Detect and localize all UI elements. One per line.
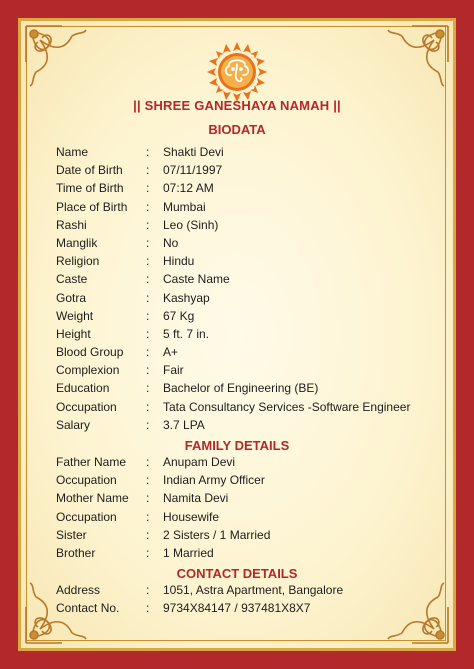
detail-label: Salary	[56, 417, 91, 432]
detail-row	[56, 309, 456, 327]
detail-row	[56, 510, 456, 528]
detail-value: Housewife	[163, 509, 220, 524]
detail-row	[56, 145, 456, 163]
detail-value: 07:12 AM	[163, 181, 214, 196]
detail-value: Indian Army Officer	[163, 473, 265, 488]
detail-separator: :	[146, 326, 150, 341]
detail-value: Anupam Devi	[163, 455, 236, 469]
detail-separator: :	[146, 381, 150, 396]
detail-separator: :	[146, 308, 150, 323]
detail-label: Weight	[56, 308, 94, 323]
detail-value: No	[163, 235, 179, 250]
detail-row	[56, 327, 456, 345]
detail-separator: :	[146, 163, 150, 178]
detail-separator: :	[146, 254, 150, 269]
detail-value: Bachelor of Engineering (BE)	[163, 381, 319, 396]
detail-row	[56, 601, 456, 619]
detail-value: Tata Consultancy Services -Software Engineer	[163, 399, 411, 414]
detail-separator: :	[146, 235, 150, 250]
detail-row	[56, 363, 456, 381]
detail-value: Fair	[163, 363, 184, 378]
detail-separator: :	[146, 217, 150, 232]
detail-row	[56, 455, 456, 473]
detail-value: 1051, Astra Apartment, Bangalore	[163, 583, 344, 597]
detail-label: Religion	[56, 254, 100, 269]
contact-details	[56, 583, 456, 619]
section-heading-biodata: BIODATA	[208, 122, 266, 137]
detail-value: Caste Name	[163, 272, 230, 287]
detail-row	[56, 254, 456, 272]
detail-separator: :	[146, 181, 150, 196]
ganesha-emblem-icon	[207, 42, 267, 102]
detail-row	[56, 583, 456, 601]
detail-label: Occupation	[56, 509, 117, 524]
detail-label: Address	[56, 583, 101, 597]
detail-row	[56, 345, 456, 363]
detail-separator: :	[146, 509, 150, 524]
detail-value: 9734X84147 / 937481X8X7	[163, 601, 311, 616]
detail-label: Mother Name	[56, 491, 129, 506]
detail-label: Occupation	[56, 473, 117, 488]
detail-separator: :	[146, 345, 150, 360]
detail-row	[56, 272, 456, 290]
detail-row	[56, 473, 456, 491]
detail-label: Time of Birth	[56, 181, 124, 196]
detail-separator: :	[146, 399, 150, 414]
detail-row	[56, 200, 456, 218]
section-heading-contact: CONTACT DETAILS	[176, 566, 298, 581]
detail-value: Mumbai	[163, 199, 206, 214]
detail-label: Rashi	[56, 217, 87, 232]
detail-separator: :	[146, 363, 150, 378]
detail-label: Caste	[56, 272, 88, 287]
detail-value: Kashyap	[163, 290, 210, 305]
detail-value: Namita Devi	[163, 491, 229, 506]
detail-value: A+	[163, 345, 179, 360]
detail-value: 07/11/1997	[163, 163, 223, 178]
detail-row	[56, 400, 456, 418]
detail-label: Height	[56, 326, 91, 341]
detail-label: Father Name	[56, 455, 127, 469]
detail-label: Complexion	[56, 363, 120, 378]
detail-separator: :	[146, 583, 150, 597]
detail-row	[56, 381, 456, 399]
detail-value: Shakti Devi	[163, 145, 224, 159]
detail-row	[56, 418, 456, 436]
detail-label: Date of Birth	[56, 163, 123, 178]
detail-row	[56, 218, 456, 236]
detail-value: 1 Married	[163, 545, 214, 560]
detail-row	[56, 528, 456, 546]
detail-separator: :	[146, 455, 150, 469]
floral-corner-icon	[22, 22, 92, 92]
detail-separator: :	[146, 473, 150, 488]
detail-separator: :	[146, 545, 150, 560]
detail-value: 5 ft. 7 in.	[163, 326, 210, 341]
invocation-title: || SHREE GANESHAYA NAMAH ||	[133, 98, 341, 113]
detail-label: Brother	[56, 545, 96, 560]
detail-value: 67 Kg	[163, 308, 195, 323]
detail-label: Name	[56, 145, 89, 159]
detail-value: 2 Sisters / 1 Married	[163, 527, 271, 542]
detail-value: 3.7 LPA	[163, 417, 205, 432]
detail-separator: :	[146, 290, 150, 305]
detail-row	[56, 546, 456, 564]
detail-separator: :	[146, 199, 150, 214]
detail-label: Occupation	[56, 399, 117, 414]
detail-row	[56, 491, 456, 509]
detail-separator: :	[146, 272, 150, 287]
detail-label: Gotra	[56, 290, 87, 305]
detail-label: Education	[56, 381, 110, 396]
detail-value: Hindu	[163, 254, 195, 269]
detail-value: Leo (Sinh)	[163, 217, 219, 232]
detail-separator: :	[146, 601, 150, 616]
detail-label: Place of Birth	[56, 199, 128, 214]
section-heading-family: FAMILY DETAILS	[184, 438, 290, 453]
detail-label: Sister	[56, 527, 87, 542]
detail-row	[56, 236, 456, 254]
detail-label: Manglik	[56, 235, 98, 250]
detail-row	[56, 291, 456, 309]
family-details	[56, 455, 456, 564]
detail-separator: :	[146, 527, 150, 542]
detail-row	[56, 163, 456, 181]
floral-corner-icon	[382, 22, 452, 92]
personal-details	[56, 145, 456, 436]
detail-label: Blood Group	[56, 345, 124, 360]
detail-separator: :	[146, 491, 150, 506]
detail-row	[56, 181, 456, 199]
detail-label: Contact No.	[56, 601, 120, 616]
detail-separator: :	[146, 145, 150, 159]
detail-separator: :	[146, 417, 150, 432]
